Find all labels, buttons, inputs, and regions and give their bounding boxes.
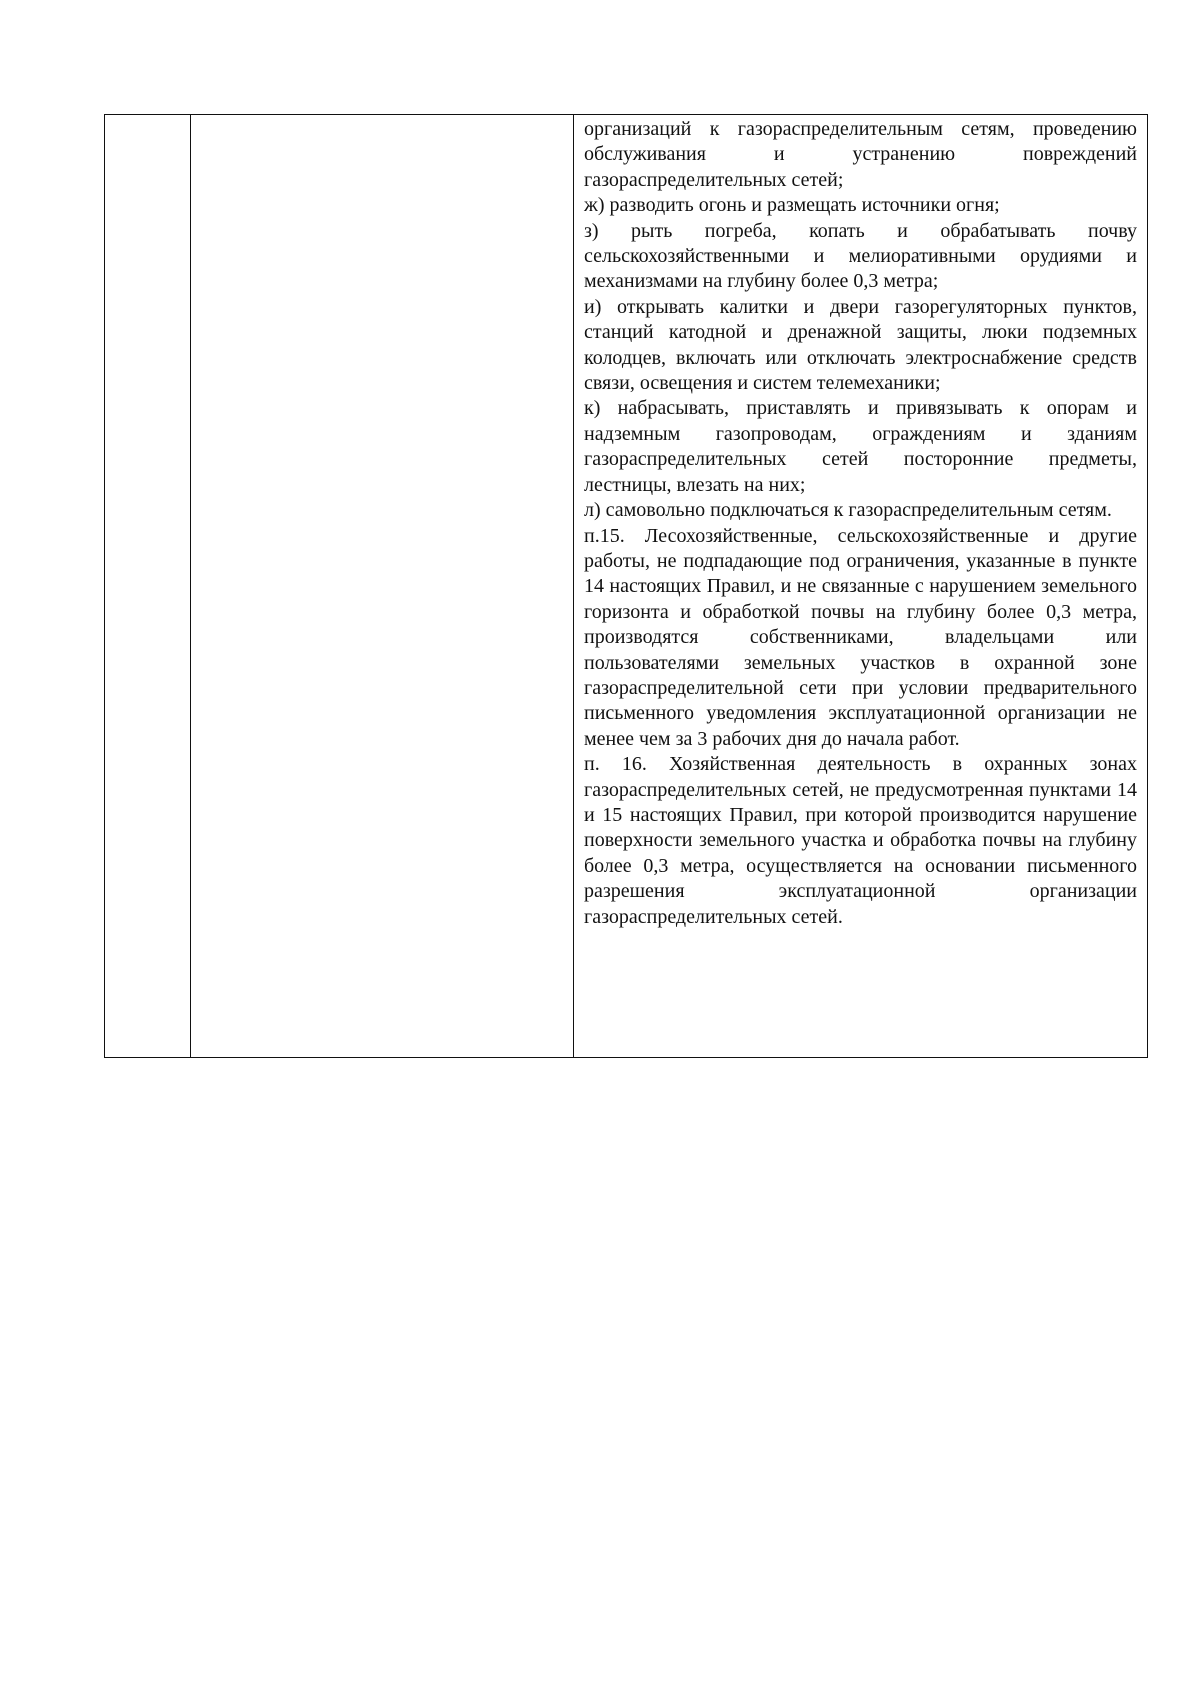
paragraph-section-15: п.15. Лесохозяйственные, сельскохозяйственные и другие работы, не подпадающие под ограничения, указанные в пункте 14 настоящих Правил, и не связанные с нарушением земельного горизонта и обработкой почвы на глубину более 0,3 метра, производятся собственниками, владельцами или пользователями земельных участков в охранной зоне газораспределительной сети при условии предварительного письменного уведомления эксплуатационной организации не менее чем за 3 рабочих дня до начала работ. xyxy=(584,524,1137,750)
paragraph-item-zh: ж) разводить огонь и размещать источники огня; xyxy=(584,194,1000,217)
paragraph-item-k: к) набрасывать, приставлять и привязывать к опорам и надземным газопроводам, ограждениям и зданиям газораспределительных сетей посторонние предметы, лестницы, влезать на них; xyxy=(584,397,1137,496)
cell-description-text xyxy=(191,115,573,117)
table-cell-description xyxy=(191,115,574,1058)
table-row xyxy=(105,115,1148,1058)
cell-number-text xyxy=(105,115,190,117)
paragraph-item-i: и) открывать калитки и двери газорегуляторных пунктов, станций катодной и дренажной защиты, люки подземных колодцев, включать или отключать электроснабжение средств связи, освещения и систем телемеханики; xyxy=(584,295,1137,395)
paragraph-item-l: л) самовольно подключаться к газораспределительным сетям. xyxy=(584,499,1112,522)
paragraph-item-z: з) рыть погреба, копать и обрабатывать почву сельскохозяйственными и мелиоративными орудиями и механизмами на глубину более 0,3 метра; xyxy=(584,219,1137,293)
restrictions-text-block xyxy=(574,115,1147,930)
table-cell-number xyxy=(105,115,191,1058)
document-table xyxy=(104,114,1148,1058)
paragraph-section-16: п. 16. Хозяйственная деятельность в охранных зонах газораспределительных сетей, не предусмотренная пунктами 14 и 15 настоящих Правил, при которой производится нарушение поверхности земельного участка и обработка почвы на глубину более 0,3 метра, осуществляется на основании письменного разрешения эксплуатационной организации газораспределительных сетей. xyxy=(584,753,1137,928)
table-cell-restrictions xyxy=(574,115,1148,1058)
paragraph-organizations: организаций к газораспределительным сетям, проведению обслуживания и устранению повреждений газораспределительных сетей; xyxy=(584,118,1137,191)
